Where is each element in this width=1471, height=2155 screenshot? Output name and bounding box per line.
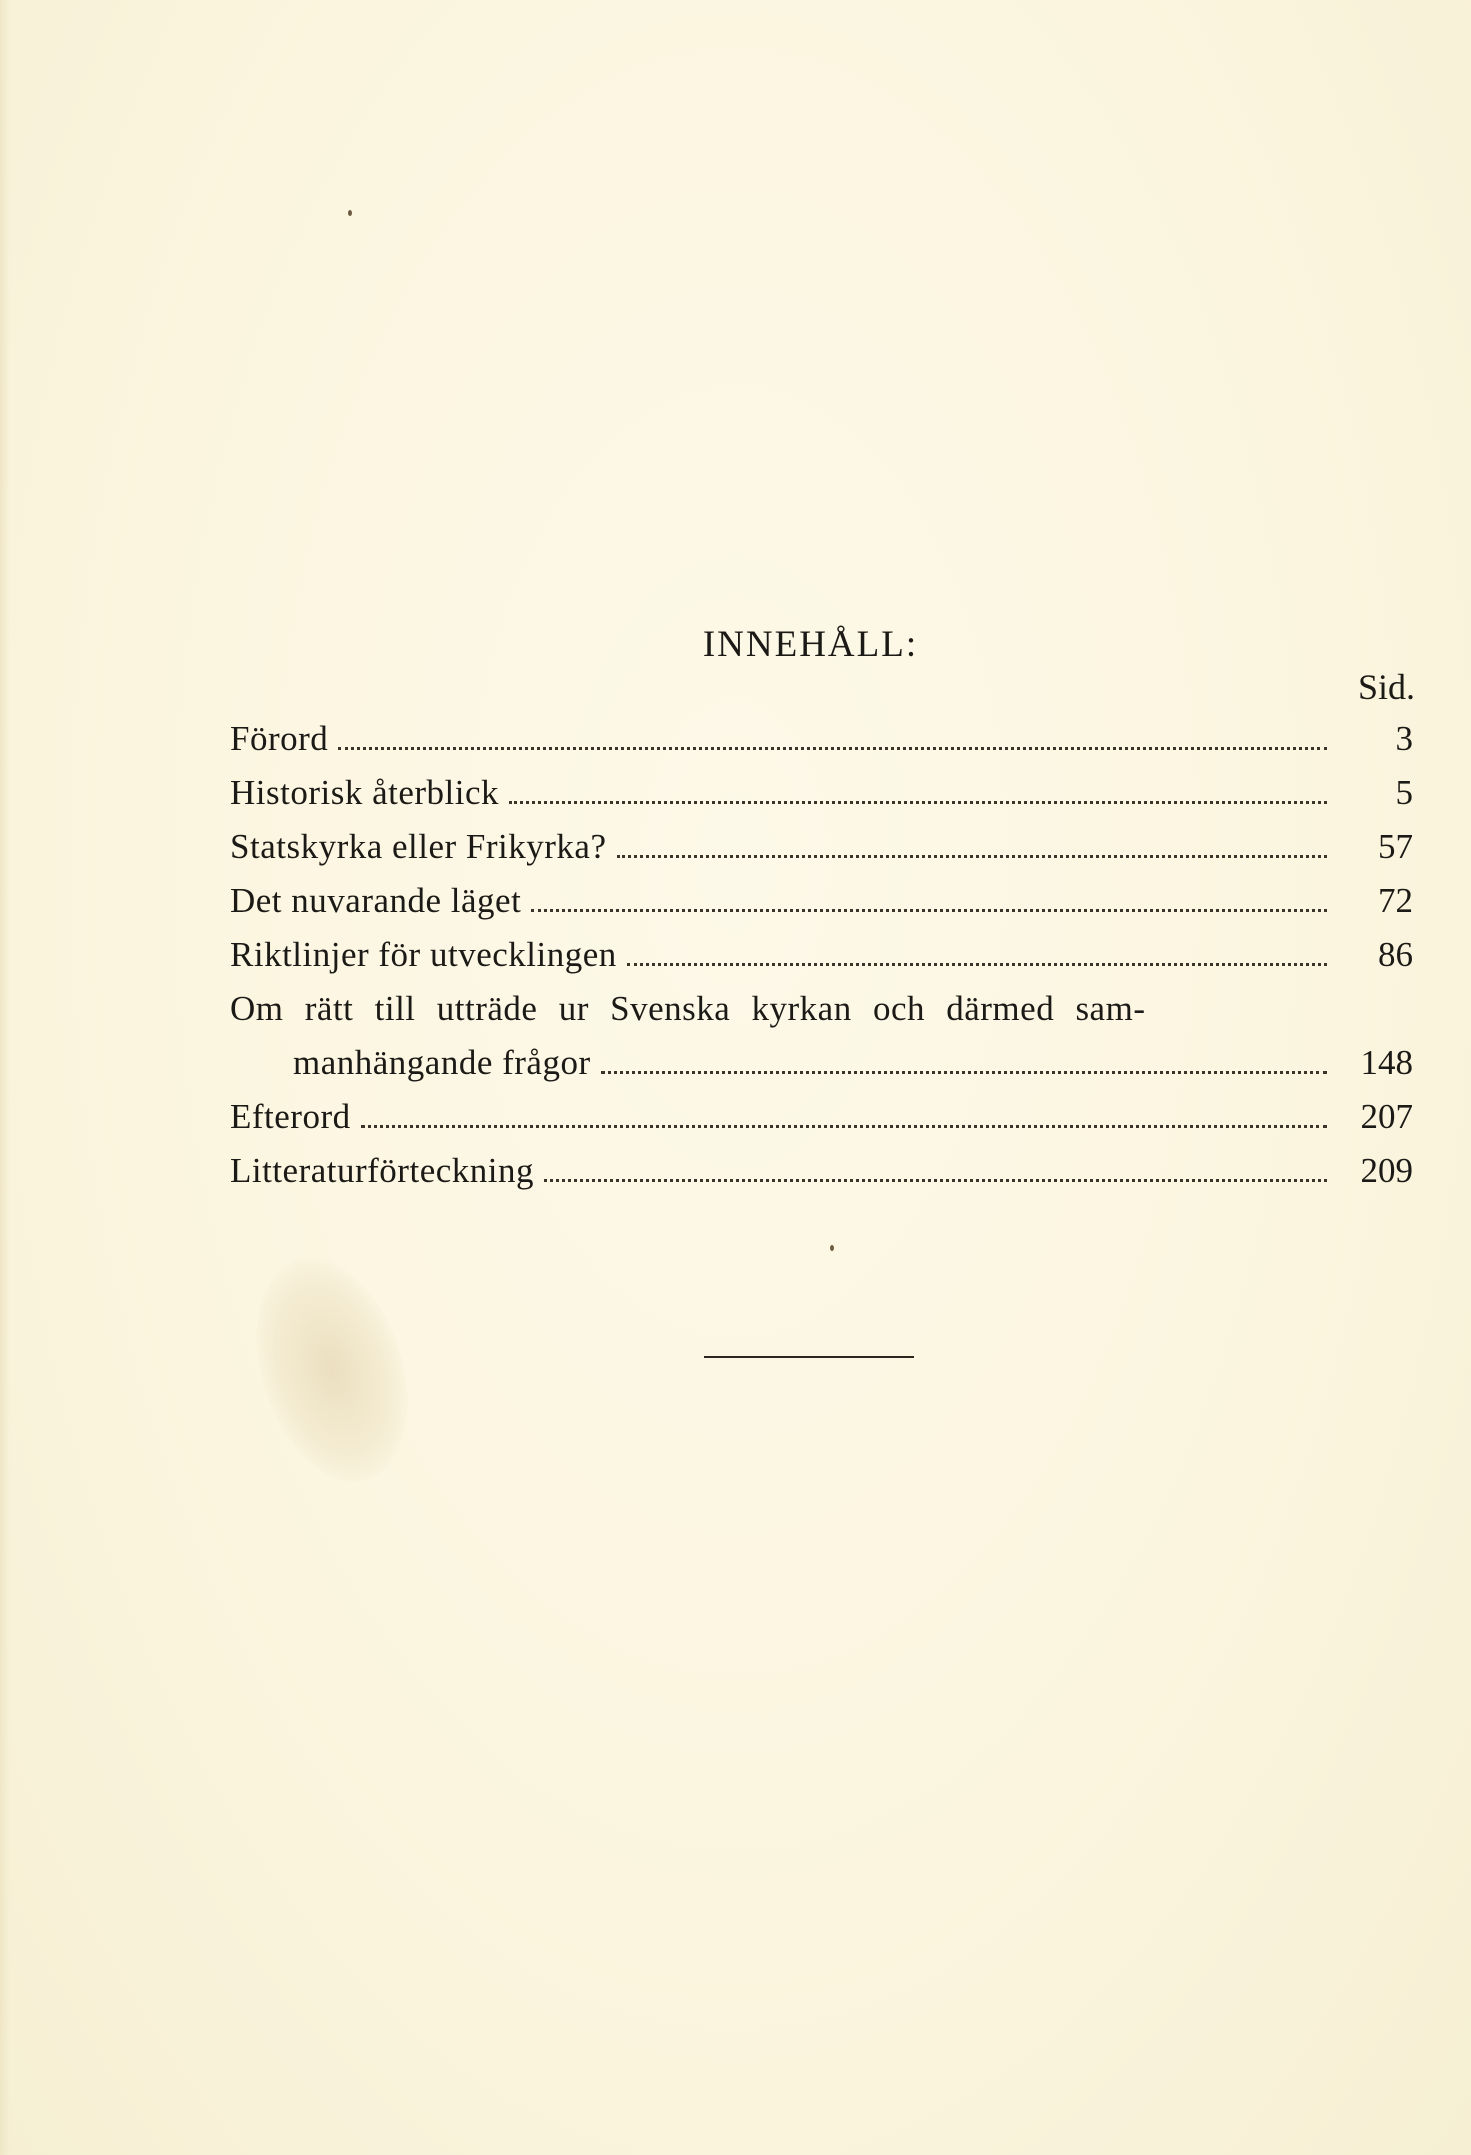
toc-entry-label: Historisk återblick [230, 773, 500, 812]
dot-leader [338, 747, 1327, 750]
ink-speck [348, 210, 352, 216]
dot-leader [627, 963, 1327, 966]
toc-entry-page: 148 [1360, 1043, 1413, 1082]
horizontal-rule [704, 1356, 914, 1358]
toc-title: INNEHÅLL: [702, 624, 919, 665]
dot-leader [544, 1179, 1327, 1182]
toc-entry-page: 3 [1395, 719, 1413, 758]
toc-entry-wrapped-line [230, 982, 1413, 1036]
toc-entry-label: Statskyrka eller Frikyrka? [230, 827, 607, 866]
toc-entry [230, 712, 1413, 766]
toc-entry [230, 766, 1413, 820]
toc-entry-page: 86 [1378, 935, 1413, 974]
toc-entry-label: Efterord [230, 1097, 351, 1136]
toc-entry [230, 1090, 1413, 1144]
toc-entry-label: Förord [230, 719, 329, 758]
toc-entry-label-line1: Om rätt till utträde ur Svenska kyrkan och därmed sam- [230, 989, 1146, 1028]
toc-entry [230, 928, 1413, 982]
toc-entry [230, 1144, 1413, 1198]
dot-leader [601, 1071, 1327, 1074]
dot-leader [617, 855, 1327, 858]
toc-entry-page: 207 [1360, 1097, 1413, 1136]
toc-entry [230, 820, 1413, 874]
toc-entry-label: manhängande frågor [293, 1043, 591, 1082]
ink-speck [830, 1245, 834, 1251]
toc-entry-page: 72 [1378, 881, 1413, 920]
dot-leader [361, 1125, 1327, 1128]
toc-entry-label: Riktlinjer för utvecklingen [230, 935, 617, 974]
toc-entry [230, 1036, 1413, 1090]
toc-entry-label: Litteraturförteckning [230, 1151, 534, 1190]
dot-leader [509, 801, 1327, 804]
page-edge-shadow [0, 0, 10, 2155]
toc-entry-page: 5 [1395, 773, 1413, 812]
page-column-header: Sid. [1357, 667, 1415, 707]
toc-entry-page: 57 [1378, 827, 1413, 866]
toc-entry-page: 209 [1360, 1151, 1413, 1190]
toc-entry [230, 874, 1413, 928]
toc-entry-label: Det nuvarande läget [230, 881, 522, 920]
dot-leader [531, 909, 1327, 912]
table-of-contents [230, 712, 1413, 1198]
fingerprint-stain [230, 1239, 434, 1501]
